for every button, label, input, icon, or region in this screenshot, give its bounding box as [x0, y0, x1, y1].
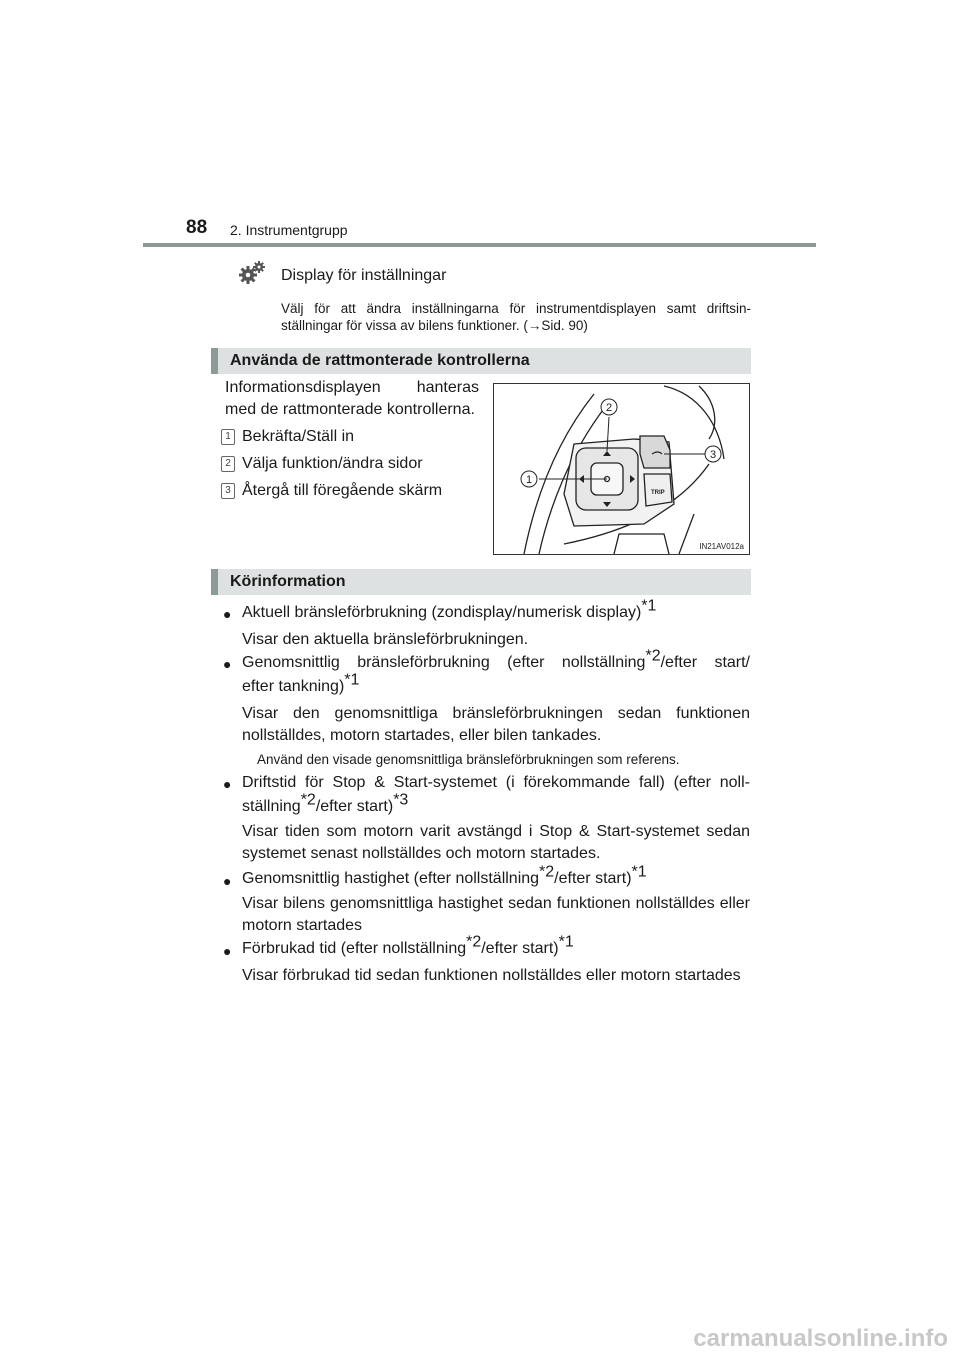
header-divider [143, 243, 816, 247]
page-number: 88 [186, 217, 208, 238]
control-item-label: Återgå till föregående skärm [242, 482, 443, 499]
item-title-cont: efter tankning)$^{*1}$ [242, 671, 360, 695]
arrow-icon: → [527, 318, 542, 333]
controls-intro: Informationsdisplayen hanteras med de rattmonterade kontrollerna. [225, 379, 479, 418]
section-header-controls: Använda de rattmonterade kontrollerna [211, 348, 751, 374]
item-description: Visar den genomsnittliga bränsleförbrukningen sedan funktionen nollställdes, motorn startades, eller bilen tankades. [242, 705, 750, 744]
watermark-logo [630, 1322, 952, 1354]
item-title-cont: ställning$^{*2}$/efter start)$^{*3}$ [242, 791, 409, 815]
item-title: Genomsnittlig hastighet (efter nollställning$^{*2}$/efter start)$^{*1}$ [242, 863, 647, 887]
number-badge-3: 3 [221, 483, 235, 499]
settings-description: Välj för att ändra inställningarna för instrumentdisplayen samt driftsin-ställningar för vissa av bilens funktioner. (→Sid. 90) [281, 301, 751, 333]
bullet-icon: ● [223, 873, 232, 889]
item-description: Visar den aktuella bränsleförbrukningen. [242, 631, 529, 648]
control-item-label: Bekräfta/Ställ in [242, 428, 355, 445]
bullet-icon: ● [223, 606, 232, 622]
bullet-icon: ● [223, 943, 232, 959]
item-title: Genomsnittlig bränsleförbrukning (efter nollställning$^{*2}$/efter start/ [242, 647, 751, 671]
svg-text:carmanualsonline.info: carmanualsonline.info [693, 1325, 948, 1352]
control-item-label: Välja funktion/ändra sidor [242, 455, 423, 472]
callout-2: 2 [605, 402, 613, 414]
gears-icon [236, 258, 268, 290]
item-description: Visar tiden som motorn varit avstängd i Stop & Start-systemet sedan systemet senast nollställdes och motorn startades. [242, 823, 750, 862]
callout-3: 3 [709, 449, 717, 461]
callout-1: 1 [525, 474, 533, 486]
chapter-title: 2. Instrumentgrupp [230, 222, 348, 238]
bullet-icon: ● [223, 656, 232, 672]
item-title: Driftstid för Stop & Start-systemet (i förekommande fall) (efter noll- [242, 774, 750, 791]
item-note: Använd den visade genomsnittliga bränsleförbrukningen som referens. [257, 752, 680, 767]
steering-switch-illustration [493, 383, 750, 555]
number-badge-2: 2 [221, 456, 235, 472]
figure-code: IN21AV012a [699, 542, 744, 551]
item-description: Visar bilens genomsnittliga hastighet sedan funktionen nollställdes eller motorn startades [242, 895, 750, 934]
settings-title: Display för inställningar [281, 267, 447, 284]
number-badge-1: 1 [221, 429, 235, 445]
bullet-icon: ● [223, 776, 232, 792]
item-description: Visar förbrukad tid sedan funktionen nollställdes eller motorn startades [242, 967, 741, 984]
trip-button: TRIP [651, 490, 665, 496]
item-title: Aktuell bränsleförbrukning (zondisplay/numerisk display)$^{*1}$ [242, 597, 657, 621]
section-header-driving-info: Körinformation [211, 569, 751, 595]
item-title: Förbrukad tid (efter nollställning$^{*2}$/efter start)$^{*1}$ [242, 933, 574, 957]
